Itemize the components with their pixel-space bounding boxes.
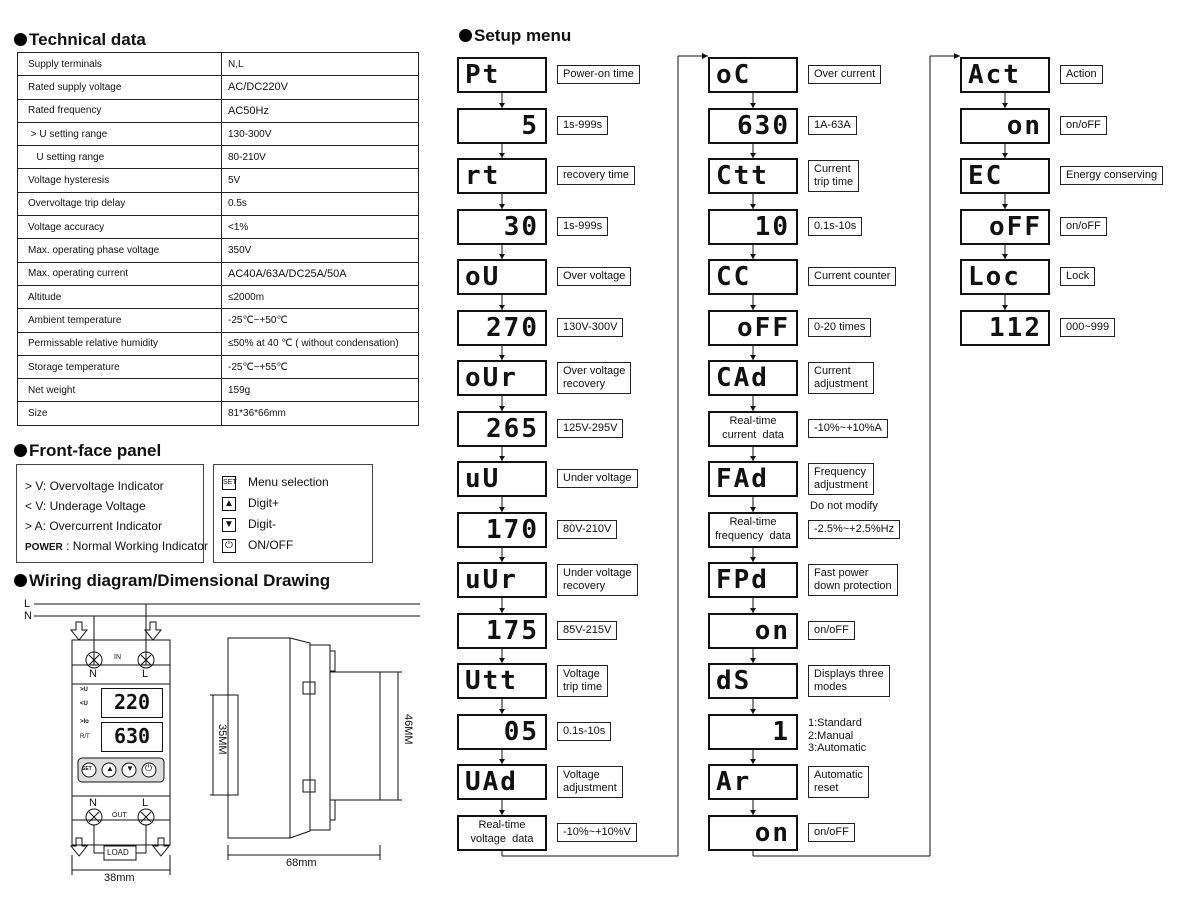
- param-value-display: on: [960, 108, 1050, 144]
- arrow-down-icon: [750, 355, 756, 360]
- tech-label: Overvoltage trip delay: [18, 192, 222, 215]
- tech-value: 81*36*66mm: [222, 402, 419, 425]
- tech-label: Rated supply voltage: [18, 76, 222, 99]
- param-code-display: oUr: [457, 360, 547, 396]
- arrow-down-icon: [499, 658, 505, 663]
- param-value-display: 270: [457, 310, 547, 346]
- param-value-display: oFF: [960, 209, 1050, 245]
- param-range: 1:Standard 2:Manual 3:Automatic: [808, 717, 867, 755]
- param-label: Current adjustment: [808, 362, 874, 394]
- param-range: -2.5%~+2.5%Hz: [808, 520, 900, 539]
- param-code-display: CC: [708, 259, 798, 295]
- tech-value: <1%: [222, 216, 419, 239]
- arrow-down-icon: [750, 254, 756, 259]
- arrow-down-icon: [499, 305, 505, 310]
- arrow-down-icon: [499, 810, 505, 815]
- param-code-display: EC: [960, 158, 1050, 194]
- tech-label: Size: [18, 402, 222, 425]
- param-label: Displays three modes: [808, 665, 890, 697]
- param-label: Action: [1060, 65, 1103, 84]
- tech-value: 80-210V: [222, 146, 419, 169]
- param-label: Current counter: [808, 267, 896, 286]
- arrow-down-icon: [499, 709, 505, 714]
- power-prefix: POWER: [25, 542, 63, 553]
- param-label: Over voltage: [557, 267, 631, 286]
- param-value-display: 112: [960, 310, 1050, 346]
- param-value-display: on: [708, 613, 798, 649]
- tech-value: AC40A/63A/DC25A/50A: [222, 262, 419, 285]
- param-code-display: oU: [457, 259, 547, 295]
- tech-value: 130-300V: [222, 122, 419, 145]
- param-label: Current trip time: [808, 160, 859, 192]
- arrow-down-icon: [499, 608, 505, 613]
- down-triangle-icon: ▼: [222, 518, 236, 532]
- param-code-display: rt: [457, 158, 547, 194]
- arrow-right-icon: [954, 53, 960, 59]
- param-code-display: UAd: [457, 764, 547, 800]
- param-value-display: 05: [457, 714, 547, 750]
- top-terminal-n: N: [89, 668, 97, 680]
- param-range: 0.1s-10s: [808, 217, 862, 236]
- param-code-display: FPd: [708, 562, 798, 598]
- tech-label: Max. operating current: [18, 262, 222, 285]
- tech-value: -25℃~+50℃: [222, 309, 419, 332]
- arrow-down-icon: [499, 557, 505, 562]
- device-display-bottom: 630: [101, 722, 163, 752]
- param-range: 125V-295V: [557, 419, 623, 438]
- width-dimension: 38mm: [104, 872, 135, 884]
- param-code-display: Ar: [708, 764, 798, 800]
- arrow-down-icon: [750, 608, 756, 613]
- param-range: -10%~+10%V: [557, 823, 637, 842]
- param-label: Energy conserving: [1060, 166, 1163, 185]
- front-panel-title: Front-face panel: [29, 441, 162, 460]
- param-label: Voltage adjustment: [557, 766, 623, 798]
- param-range: on/oFF: [1060, 116, 1107, 135]
- supply-line-l: L: [24, 598, 31, 610]
- arrow-down-icon: [1002, 305, 1008, 310]
- tech-value: AC50Hz: [222, 99, 419, 122]
- setup-menu-title: Setup menu: [474, 26, 572, 45]
- power-icon: ⏻: [222, 539, 236, 553]
- param-range: 80V-210V: [557, 520, 617, 539]
- key-label-down: Digit-: [248, 517, 277, 531]
- param-range: 130V-300V: [557, 318, 623, 337]
- param-value-display: 5: [457, 108, 547, 144]
- param-range: 000~999: [1060, 318, 1115, 337]
- out-label: OUT: [112, 812, 127, 819]
- tech-value: ≤50% at 40 ℃ ( without condensation): [222, 332, 419, 355]
- param-code-display: Ctt: [708, 158, 798, 194]
- param-range: 0-20 times: [808, 318, 871, 337]
- param-label: recovery time: [557, 166, 635, 185]
- param-range: on/oFF: [808, 823, 855, 842]
- tech-value: AC/DC220V: [222, 76, 419, 99]
- arrow-down-icon: [499, 456, 505, 461]
- tech-label: Ambient temperature: [18, 309, 222, 332]
- param-value-display: oFF: [708, 310, 798, 346]
- param-value-display: 265: [457, 411, 547, 447]
- rail-dimension: 35MM: [216, 724, 228, 755]
- arrow-down-icon: [750, 456, 756, 461]
- param-code-display: Act: [960, 57, 1050, 93]
- arrow-down-icon: [499, 759, 505, 764]
- param-value-display: 630: [708, 108, 798, 144]
- arrow-down-icon: [499, 204, 505, 209]
- supply-line-n: N: [24, 610, 32, 622]
- tech-label: Permissable relative humidity: [18, 332, 222, 355]
- tech-label: Altitude: [18, 285, 222, 308]
- param-label: Power-on time: [557, 65, 640, 84]
- device-up-button-icon: ▲: [106, 764, 114, 773]
- indicator-overvoltage: > V: Overvoltage Indicator: [25, 479, 164, 493]
- key-label-power: ON/OFF: [248, 538, 294, 552]
- tech-value: 350V: [222, 239, 419, 262]
- param-value-display: Real-time voltage data: [457, 815, 547, 851]
- power-text: : Normal Working Indicator: [62, 539, 208, 553]
- param-code-display: Pt: [457, 57, 547, 93]
- arrow-down-icon: [750, 305, 756, 310]
- param-value-display: 170: [457, 512, 547, 548]
- param-range: 1A-63A: [808, 116, 857, 135]
- param-code-display: uUr: [457, 562, 547, 598]
- indicator-rt: R/T: [80, 734, 90, 740]
- tech-label: Storage temperature: [18, 355, 222, 378]
- param-label: Under voltage: [557, 469, 638, 488]
- arrow-down-icon: [1002, 204, 1008, 209]
- param-code-display: Utt: [457, 663, 547, 699]
- arrow-down-icon: [750, 557, 756, 562]
- param-label: Voltage trip time: [557, 665, 608, 697]
- tech-label: Supply terminals: [18, 53, 222, 76]
- arrow-down-icon: [1002, 254, 1008, 259]
- device-down-button-icon: ▼: [126, 764, 134, 773]
- param-label: Frequency adjustment: [808, 463, 874, 495]
- arrow-down-icon: [750, 204, 756, 209]
- param-value-display: Real-time frequency data: [708, 512, 798, 548]
- arrow-down-icon: [750, 658, 756, 663]
- arrow-down-icon: [499, 103, 505, 108]
- param-value-display: on: [708, 815, 798, 851]
- tech-value: 0.5s: [222, 192, 419, 215]
- tech-label: Net weight: [18, 379, 222, 402]
- device-power-button-icon: ⏻: [145, 763, 153, 773]
- key-label-set: Menu selection: [248, 475, 329, 489]
- arrow-down-icon: [499, 254, 505, 259]
- arrow-down-icon: [750, 759, 756, 764]
- side-width-dimension: 68mm: [286, 857, 317, 869]
- param-range: 0.1s-10s: [557, 722, 611, 741]
- param-value-display: 1: [708, 714, 798, 750]
- up-triangle-icon: ▲: [222, 497, 236, 511]
- tech-value: 159g: [222, 379, 419, 402]
- param-range: 85V-215V: [557, 621, 617, 640]
- top-terminal-l: L: [142, 668, 149, 680]
- bottom-terminal-l: L: [142, 797, 149, 809]
- param-range: on/oFF: [1060, 217, 1107, 236]
- indicator-over-u: >U: [80, 687, 88, 693]
- arrow-down-icon: [499, 406, 505, 411]
- tech-label: U setting range: [18, 146, 222, 169]
- param-code-display: uU: [457, 461, 547, 497]
- param-value-display: 175: [457, 613, 547, 649]
- wiring-title: Wiring diagram/Dimensional Drawing: [29, 571, 331, 590]
- indicator-over-i: >Io: [80, 719, 89, 725]
- arrow-down-icon: [750, 810, 756, 815]
- arrow-down-icon: [750, 153, 756, 158]
- param-code-display: Loc: [960, 259, 1050, 295]
- tech-label: > U setting range: [18, 122, 222, 145]
- in-label: IN: [114, 654, 121, 661]
- tech-label: Rated frequency: [18, 99, 222, 122]
- arrow-down-icon: [1002, 153, 1008, 158]
- indicator-under-u: <U: [80, 701, 88, 707]
- param-label: Over voltage recovery: [557, 362, 631, 394]
- param-value-display: Real-time current data: [708, 411, 798, 447]
- device-set-button: SET: [82, 766, 92, 772]
- param-label: Automatic reset: [808, 766, 869, 798]
- param-label: Over current: [808, 65, 881, 84]
- param-range: -10%~+10%A: [808, 419, 888, 438]
- param-code-display: FAd: [708, 461, 798, 497]
- load-label: LOAD: [107, 848, 129, 857]
- key-label-up: Digit+: [248, 496, 280, 510]
- indicator-overcurrent: > A: Overcurrent Indicator: [25, 519, 163, 533]
- param-range: 1s-999s: [557, 217, 608, 236]
- technical-data-title: Technical data: [29, 30, 146, 49]
- param-note: Do not modify: [810, 500, 878, 512]
- arrow-down-icon: [499, 507, 505, 512]
- arrow-right-icon: [702, 53, 708, 59]
- device-display-top: 220: [101, 688, 163, 718]
- arrow-down-icon: [750, 103, 756, 108]
- indicator-undervoltage: < V: Underage Voltage: [25, 499, 146, 513]
- tech-label: Voltage accuracy: [18, 216, 222, 239]
- tech-value: 5V: [222, 169, 419, 192]
- arrow-down-icon: [750, 507, 756, 512]
- param-value-display: 30: [457, 209, 547, 245]
- arrow-down-icon: [1002, 103, 1008, 108]
- param-range: 1s-999s: [557, 116, 608, 135]
- arrow-down-icon: [750, 709, 756, 714]
- param-label: Under voltage recovery: [557, 564, 638, 596]
- param-code-display: CAd: [708, 360, 798, 396]
- arrow-down-icon: [499, 355, 505, 360]
- arrow-down-icon: [499, 153, 505, 158]
- tech-label: Voltage hysteresis: [18, 169, 222, 192]
- param-code-display: oC: [708, 57, 798, 93]
- param-value-display: 10: [708, 209, 798, 245]
- tech-value: -25℃~+55℃: [222, 355, 419, 378]
- param-range: on/oFF: [808, 621, 855, 640]
- arrow-down-icon: [750, 406, 756, 411]
- tech-value: N,L: [222, 53, 419, 76]
- param-code-display: dS: [708, 663, 798, 699]
- tech-value: ≤2000m: [222, 285, 419, 308]
- param-label: Fast power down protection: [808, 564, 898, 596]
- param-label: Lock: [1060, 267, 1095, 286]
- bottom-terminal-n: N: [89, 797, 97, 809]
- set-key-icon: SET: [222, 476, 236, 490]
- height-dimension: 46MM: [402, 714, 414, 745]
- tech-label: Max. operating phase voltage: [18, 239, 222, 262]
